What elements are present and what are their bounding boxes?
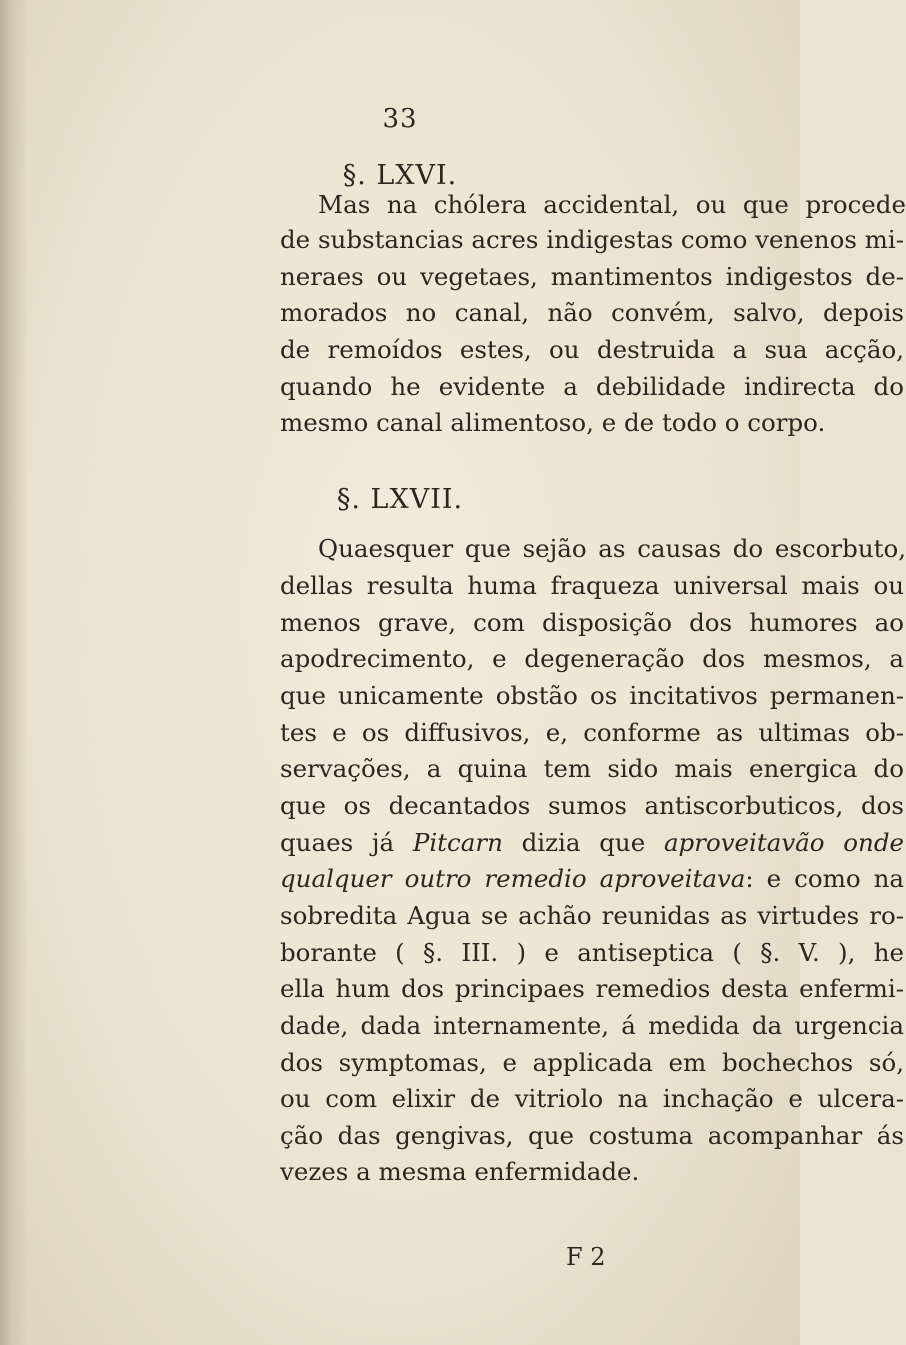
page-number: 33 xyxy=(382,104,418,134)
book-page: 33 §. LXVI. Mas na chólera accidental, ou que procede de substancias acres indigestas como venenos mi- neraes ou vegetaes, mantimentos indigestos de- morados no canal, não convém, salvo, depois de remoídos estes, ou destruida a sua acção, quando he evidente a debilidade indirecta do mesmo canal alimentoso, e de todo o corpo. §. LXVII. Quaesquer que sejão as causas do escorbuto, dellas resulta huma fraqueza universal mais ou menos grave, com disposição dos humores ao apodrecimento, e degeneração dos mesmos, a que unicamente obstão os incitativos permanen- tes e os diffusivos, e, conforme as ultimas ob- servações, a quina tem sido mais energica do que os decantados sumos antiscorbuticos, dos quaes já Pitcarn dizia que aproveitavão onde qualquer outro remedio aproveitava: e como na sobredita Agua se achão reunidas as virtudes ro- borante ( §. III. ) e antiseptica ( §. V. ), he ella hum dos principaes remedios desta enfermi- dade, dada internamente, á medida da urgencia dos symptomas, e applicada em bochechos só, ou com elixir de vitriolo na inchação e ulcera- ção das gengivas, que costuma acompanhar ás vezes a mesma enfermidade. F 2 xyxy=(0,0,800,1345)
section-heading-lxvi: §. LXVI. xyxy=(342,160,458,191)
text-run: dizia que xyxy=(502,828,664,857)
text-run: : e como na xyxy=(745,864,904,893)
printer-signature-mark: F 2 xyxy=(566,1243,606,1271)
italic-author-name: Pitcarn xyxy=(412,828,503,857)
text-run: quaes já xyxy=(280,828,413,857)
italic-quotation: aproveitavão onde xyxy=(663,828,904,857)
italic-quotation: qualquer outro remedio aproveitava xyxy=(280,864,746,893)
section-heading-lxvii: §. LXVII. xyxy=(336,484,464,515)
page-gutter-shadow xyxy=(0,0,28,1345)
